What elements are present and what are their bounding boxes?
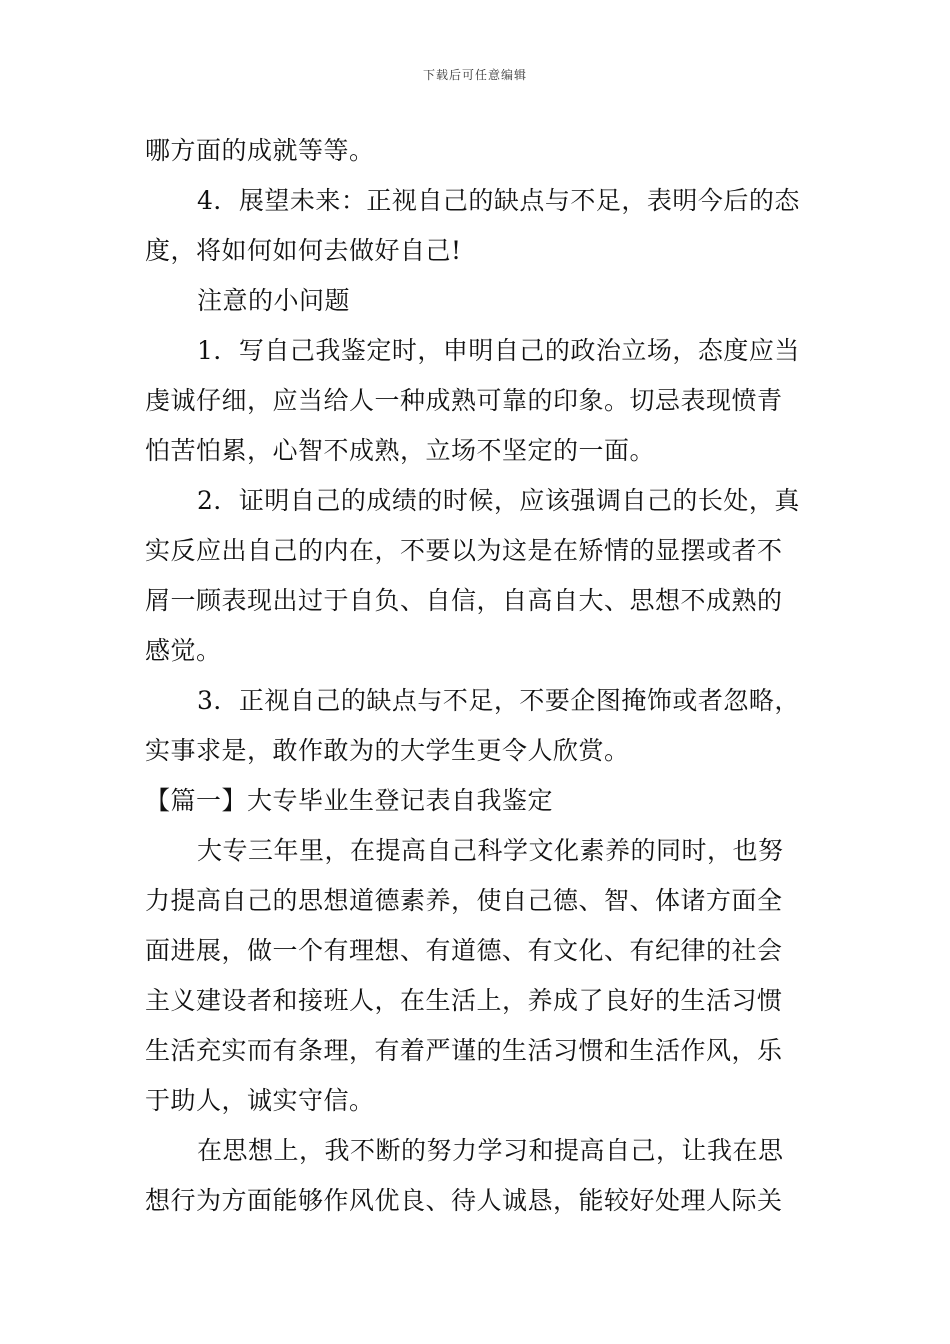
text-line: 2．证明自己的成绩的时候，应该强调自己的长处，真 — [197, 486, 800, 515]
document-body — [145, 126, 807, 1226]
text-line: 于助人，诚实守信。 — [145, 1086, 375, 1115]
text-line: 感觉。 — [145, 636, 222, 665]
text-line: 4．展望未来：正视自己的缺点与不足，表明今后的态 — [197, 186, 800, 215]
text-line: 主义建设者和接班人，在生活上，养成了良好的生活习惯 — [145, 986, 783, 1015]
text-line: 在思想上，我不断的努力学习和提高自己，让我在思 — [197, 1136, 784, 1165]
text-line: 屑一顾表现出过于自负、自信，自高自大、思想不成熟的 — [145, 586, 783, 615]
text-line: 实反应出自己的内在，不要以为这是在矫情的显摆或者不 — [145, 536, 783, 565]
text-line: 实事求是，敢作敢为的大学生更令人欣赏。 — [145, 736, 630, 765]
text-line: 3．正视自己的缺点与不足，不要企图掩饰或者忽略， — [197, 686, 800, 715]
text-line: 大专三年里，在提高自己科学文化素养的同时，也努 — [197, 836, 784, 865]
text-line: 力提高自己的思想道德素养，使自己德、智、体诸方面全 — [145, 886, 783, 915]
text-line: 想行为方面能够作风优良、待人诚恳，能较好处理人际关 — [145, 1186, 783, 1215]
text-line: 生活充实而有条理，有着严谨的生活习惯和生活作风，乐 — [145, 1036, 783, 1065]
text-line: 度，将如何如何去做好自己! — [145, 236, 462, 265]
text-line: 哪方面的成就等等。 — [145, 136, 375, 165]
page-header-note: 下载后可任意编辑 — [422, 68, 527, 82]
text-line: 怕苦怕累，心智不成熟，立场不坚定的一面。 — [145, 436, 656, 465]
text-line: 虔诚仔细，应当给人一种成熟可靠的印象。切忌表现愤青 — [145, 386, 783, 415]
text-line: 面进展，做一个有理想、有道德、有文化、有纪律的社会 — [145, 936, 783, 965]
section-subheading: 注意的小问题 — [197, 286, 351, 315]
text-line: 1．写自己我鉴定时，申明自己的政治立场，态度应当 — [197, 336, 800, 365]
section-heading: 【篇一】大专毕业生登记表自我鉴定 — [145, 786, 554, 815]
